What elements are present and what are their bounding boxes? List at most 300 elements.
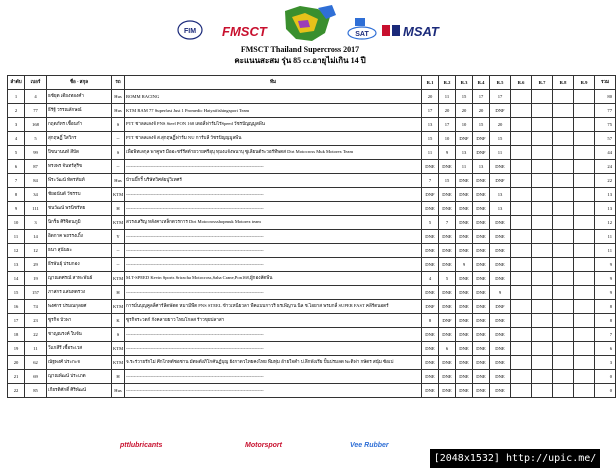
table-cell: 17 bbox=[439, 118, 456, 132]
msat-logo-text: MSAT bbox=[403, 24, 439, 39]
table-cell: 9 bbox=[490, 286, 511, 300]
column-header: R.7 bbox=[532, 76, 553, 90]
table-cell: 13 bbox=[422, 118, 439, 132]
table-cell: DNE bbox=[490, 328, 511, 342]
table-cell bbox=[532, 244, 553, 258]
column-header: รถ bbox=[112, 76, 125, 90]
table-cell: DNE bbox=[473, 230, 490, 244]
table-cell bbox=[532, 188, 553, 202]
table-cell bbox=[511, 160, 532, 174]
table-cell: DNE bbox=[422, 342, 439, 356]
table-cell: 12 bbox=[25, 244, 47, 258]
column-header: รวม bbox=[595, 76, 616, 90]
table-cell: 16 bbox=[8, 300, 25, 314]
table-cell bbox=[532, 356, 553, 370]
table-cell: 17 bbox=[490, 90, 511, 104]
table-cell bbox=[553, 258, 574, 272]
table-cell: 13 bbox=[8, 258, 25, 272]
table-cell: DNE bbox=[422, 286, 439, 300]
table-cell: PTT ชาลลเลงจ์ ส.สุกฤษฏิ์ฟาร์ม NU การ์บลี วัชรปัญญมูลพีน bbox=[125, 132, 422, 146]
table-cell: ------------------------------------------------------------------------------------------ bbox=[125, 160, 422, 174]
table-cell: 7 bbox=[439, 216, 456, 230]
table-cell: 11 bbox=[595, 230, 616, 244]
table-cell: DNF bbox=[473, 132, 490, 146]
table-cell: DNE bbox=[490, 160, 511, 174]
table-cell: 22 bbox=[8, 384, 25, 398]
table-row bbox=[8, 132, 616, 146]
image-host-watermark: [2048x1532] http://upic.me/ bbox=[430, 449, 600, 468]
table-cell: 7 bbox=[8, 174, 25, 188]
table-cell: DNF bbox=[473, 146, 490, 160]
table-header-row bbox=[8, 76, 616, 90]
table-cell: 21 bbox=[8, 370, 25, 384]
table-cell: 19 bbox=[8, 342, 25, 356]
table-cell: DNE bbox=[439, 160, 456, 174]
table-cell: DNE bbox=[490, 370, 511, 384]
table-cell: 168 bbox=[25, 118, 47, 132]
table-row bbox=[8, 384, 616, 398]
table-cell: ธีรัฐ์ วรรณลักษณ์ bbox=[47, 104, 112, 118]
sat-logo-text: SAT bbox=[355, 31, 369, 38]
table-cell bbox=[511, 244, 532, 258]
table-cell: 1 bbox=[8, 90, 25, 104]
table-cell: 12 bbox=[595, 216, 616, 230]
table-cell: 3 bbox=[25, 216, 47, 230]
table-cell: นิกร็ธ ศิริจิดนภูมิ bbox=[47, 216, 112, 230]
table-cell: DNE bbox=[490, 244, 511, 258]
table-cell: PTT ชาลลเลงจ์ PNS Steel PON 168 เดอลี่ฟาร์มไร่Speed วัชรปัญญมูลพีน bbox=[125, 118, 422, 132]
motorsport-logo: Motorsport bbox=[245, 442, 282, 449]
table-cell: K bbox=[112, 314, 125, 328]
table-cell: DNE bbox=[473, 314, 490, 328]
table-cell: DNF bbox=[490, 104, 511, 118]
table-cell: 20 bbox=[8, 356, 25, 370]
fim-logo bbox=[178, 21, 202, 39]
table-cell: 13 bbox=[456, 146, 473, 160]
table-cell: 7 bbox=[595, 328, 616, 342]
table-cell bbox=[553, 202, 574, 216]
table-cell: 20 bbox=[490, 118, 511, 132]
table-cell: 9 bbox=[595, 272, 616, 286]
table-cell: 87 bbox=[25, 160, 47, 174]
table-cell bbox=[574, 342, 595, 356]
fim-logo-text: FIM bbox=[183, 28, 197, 35]
table-cell bbox=[511, 132, 532, 146]
table-cell bbox=[574, 370, 595, 384]
table-cell bbox=[532, 230, 553, 244]
table-cell: ญาณพัฒน์ ประเภต bbox=[47, 370, 112, 384]
table-cell bbox=[574, 160, 595, 174]
table-cell bbox=[532, 370, 553, 384]
table-cell bbox=[511, 230, 532, 244]
table-cell: 62 bbox=[25, 356, 47, 370]
table-row bbox=[8, 90, 616, 104]
table-cell: ณัฐพงศ์ ประกะจ bbox=[47, 356, 112, 370]
table-cell: 8 bbox=[595, 300, 616, 314]
column-header: R.1 bbox=[422, 76, 439, 90]
table-cell: 111 bbox=[25, 202, 47, 216]
supercross-map-logo bbox=[285, 5, 336, 41]
table-cell: DNE bbox=[439, 286, 456, 300]
table-cell bbox=[574, 230, 595, 244]
table-cell: 13 bbox=[595, 188, 616, 202]
table-cell bbox=[574, 132, 595, 146]
table-cell: DNE bbox=[473, 272, 490, 286]
table-cell bbox=[553, 384, 574, 398]
table-cell: DNE bbox=[439, 188, 456, 202]
table-cell: DNE bbox=[456, 300, 473, 314]
table-cell: จ.ระร่วายรักไม่ ศีกโกทตัชอชาน มัตพดังภิโกคันฏ์บุญ ยังกาดวไทยคงไทย พืมทุ่ม อ้ายใจดำ ป.ลึกพังเรีย ปั้นปรมลด พะติฟา กษัตร สนุ้ม ซ้อเป bbox=[125, 356, 422, 370]
table-cell: DNE bbox=[456, 286, 473, 300]
table-cell: 15 bbox=[473, 118, 490, 132]
table-cell: 4 bbox=[8, 132, 25, 146]
table-cell bbox=[511, 370, 532, 384]
table-cell: DNE bbox=[456, 216, 473, 230]
table-cell bbox=[532, 216, 553, 230]
table-cell bbox=[511, 216, 532, 230]
table-cell: 9 bbox=[595, 286, 616, 300]
table-cell: DNF bbox=[490, 174, 511, 188]
table-cell: ภาสกร แสนทตรวง bbox=[47, 286, 112, 300]
table-cell: ปิขนานนท์ สีปัด bbox=[47, 146, 112, 160]
table-cell: 8 bbox=[595, 314, 616, 328]
table-row bbox=[8, 216, 616, 230]
table-cell: ญาณดศรณ์ สาทะพันธ์ bbox=[47, 272, 112, 286]
table-cell bbox=[574, 104, 595, 118]
table-cell: DNE bbox=[456, 174, 473, 188]
table-cell: 6 bbox=[439, 342, 456, 356]
table-cell: 20 bbox=[456, 104, 473, 118]
table-cell: ซูรกิจ บัวพา bbox=[47, 314, 112, 328]
table-cell: 157 bbox=[25, 286, 47, 300]
table-cell bbox=[574, 216, 595, 230]
table-cell: 75 bbox=[595, 118, 616, 132]
table-cell: เกียรติศักดิ์ ศิริพัฒน์ bbox=[47, 384, 112, 398]
table-cell: 6 bbox=[8, 160, 25, 174]
column-header: ลำดับ bbox=[8, 76, 25, 90]
table-cell: ธชัยุต เดียงทองคำ bbox=[47, 90, 112, 104]
table-cell: DNE bbox=[473, 188, 490, 202]
table-cell: DNE bbox=[490, 230, 511, 244]
table-cell: DNE bbox=[490, 258, 511, 272]
table-cell: 13 bbox=[490, 188, 511, 202]
table-cell: 13 bbox=[473, 160, 490, 174]
table-cell: DNE bbox=[439, 244, 456, 258]
table-cell: ทรงพร จันทร์สุริข bbox=[47, 160, 112, 174]
column-header: R.2 bbox=[439, 76, 456, 90]
table-cell: ------------------------------------------------------------------------------------------ bbox=[125, 384, 422, 398]
table-cell bbox=[532, 174, 553, 188]
table-cell: Y bbox=[112, 230, 125, 244]
table-cell: 3 bbox=[8, 118, 25, 132]
table-cell bbox=[574, 244, 595, 258]
table-cell bbox=[511, 328, 532, 342]
table-cell: 44 bbox=[595, 146, 616, 160]
table-cell bbox=[532, 160, 553, 174]
table-row bbox=[8, 202, 616, 216]
table-cell: -- bbox=[112, 132, 125, 146]
table-cell: 4 bbox=[25, 90, 47, 104]
table-cell: DNE bbox=[456, 202, 473, 216]
table-cell: DNE bbox=[473, 384, 490, 398]
table-cell: DNE bbox=[456, 328, 473, 342]
table-cell: เพื่อพิทเลกุล พาคูพร มืออะชร์รีสด้ายวายศรีอุบุ ทุมงแจ้งพนาบุ ซูเลียนต์ระวอร์ทีพดส Dirt Motocross Muk Motorex Team bbox=[125, 146, 422, 160]
table-cell bbox=[511, 118, 532, 132]
table-cell: ------------------------------------------------------------------------------------------ bbox=[125, 230, 422, 244]
table-cell bbox=[553, 286, 574, 300]
table-cell: สวรงเสริญ หลังคาเหล็กตวรการ Dirt Motocrossshopmuk Motorex team bbox=[125, 216, 422, 230]
table-cell: 11 bbox=[25, 342, 47, 356]
table-cell: 84 bbox=[25, 174, 47, 188]
table-cell: 74 bbox=[25, 300, 47, 314]
table-cell: DNF bbox=[422, 188, 439, 202]
table-cell: DNE bbox=[456, 188, 473, 202]
table-cell: 20 bbox=[422, 90, 439, 104]
table-cell: 19 bbox=[25, 272, 47, 286]
table-cell: -- bbox=[112, 160, 125, 174]
table-cell: 11 bbox=[595, 244, 616, 258]
table-cell: DNE bbox=[473, 370, 490, 384]
table-cell: 2 bbox=[8, 104, 25, 118]
table-cell bbox=[574, 286, 595, 300]
table-cell: DNE bbox=[473, 258, 490, 272]
table-cell: H bbox=[112, 202, 125, 216]
column-header: R.9 bbox=[574, 76, 595, 90]
table-cell: DNE bbox=[439, 202, 456, 216]
table-row bbox=[8, 286, 616, 300]
table-row bbox=[8, 104, 616, 118]
standings-table bbox=[7, 75, 616, 398]
table-cell: 80 bbox=[595, 90, 616, 104]
table-cell: -- bbox=[112, 258, 125, 272]
table-row bbox=[8, 272, 616, 286]
table-cell bbox=[553, 216, 574, 230]
table-cell bbox=[574, 118, 595, 132]
table-cell bbox=[511, 342, 532, 356]
table-cell: ------------------------------------------------------------------------------------------ bbox=[125, 244, 422, 258]
table-cell: ชนวัฒน์ พรนิชรัทย bbox=[47, 202, 112, 216]
table-cell: DNE bbox=[422, 258, 439, 272]
table-cell: 0 bbox=[595, 384, 616, 398]
table-cell: DNE bbox=[473, 342, 490, 356]
table-cell: 99 bbox=[25, 146, 47, 160]
table-cell: 9 bbox=[8, 202, 25, 216]
table-cell: DNF bbox=[439, 314, 456, 328]
table-cell bbox=[511, 188, 532, 202]
table-cell: DNE bbox=[473, 244, 490, 258]
table-cell: กฤตภัทร เชื้อนกำ bbox=[47, 118, 112, 132]
table-cell bbox=[511, 356, 532, 370]
table-cell bbox=[511, 174, 532, 188]
table-cell: KTM bbox=[112, 216, 125, 230]
table-cell: DNE bbox=[439, 384, 456, 398]
column-header: ทีม bbox=[125, 76, 422, 90]
table-cell: 20 bbox=[473, 104, 490, 118]
table-cell bbox=[553, 370, 574, 384]
table-cell: DNF bbox=[422, 300, 439, 314]
table-body bbox=[8, 90, 616, 398]
table-cell: Hus bbox=[112, 384, 125, 398]
table-cell: S bbox=[112, 146, 125, 160]
table-cell: 11 bbox=[456, 160, 473, 174]
vee-rubber-logo: Vee Rubber bbox=[350, 442, 389, 449]
table-cell: ------------------------------------------------------------------------------------------ bbox=[125, 188, 422, 202]
table-cell: 9 bbox=[439, 146, 456, 160]
table-cell: S bbox=[112, 328, 125, 342]
table-cell: 11 bbox=[8, 230, 25, 244]
table-cell: 85 bbox=[25, 384, 47, 398]
table-cell: DNE bbox=[439, 328, 456, 342]
sat-logo bbox=[348, 18, 376, 39]
table-cell: 11 bbox=[439, 90, 456, 104]
table-cell: 14 bbox=[25, 230, 47, 244]
table-cell: 0 bbox=[595, 370, 616, 384]
table-cell bbox=[532, 202, 553, 216]
table-cell: DNE bbox=[422, 160, 439, 174]
table-cell bbox=[553, 188, 574, 202]
table-cell: 11 bbox=[422, 146, 439, 160]
table-cell: 10 bbox=[439, 132, 456, 146]
table-cell: 3 bbox=[595, 356, 616, 370]
table-cell: 77 bbox=[595, 104, 616, 118]
table-cell: ชัยอนันต์ วัชรรบ bbox=[47, 188, 112, 202]
table-cell bbox=[532, 286, 553, 300]
table-cell: 10 bbox=[8, 216, 25, 230]
table-row bbox=[8, 118, 616, 132]
table-cell: ธีรพันธุ์ ปรมกอง bbox=[47, 258, 112, 272]
table-cell: 5 bbox=[8, 146, 25, 160]
table-cell bbox=[553, 342, 574, 356]
table-cell: DNE bbox=[473, 356, 490, 370]
table-cell bbox=[532, 146, 553, 160]
table-cell: DNE bbox=[422, 384, 439, 398]
table-cell: H bbox=[112, 370, 125, 384]
table-cell bbox=[511, 90, 532, 104]
table-row bbox=[8, 244, 616, 258]
table-cell bbox=[574, 202, 595, 216]
table-cell: 4 bbox=[422, 272, 439, 286]
table-cell: 8 bbox=[422, 314, 439, 328]
table-cell: ------------------------------------------------------------------------------------------ bbox=[125, 328, 422, 342]
table-cell bbox=[532, 314, 553, 328]
table-cell: DNF bbox=[456, 132, 473, 146]
table-cell bbox=[553, 356, 574, 370]
table-cell: DNE bbox=[456, 384, 473, 398]
table-cell bbox=[532, 104, 553, 118]
table-cell bbox=[574, 258, 595, 272]
table-cell bbox=[511, 258, 532, 272]
table-cell: ------------------------------------------------------------------------------------------ bbox=[125, 342, 422, 356]
table-cell: DNE bbox=[456, 342, 473, 356]
table-cell bbox=[553, 174, 574, 188]
table-cell: 15 bbox=[422, 132, 439, 146]
fmsct-logo: FMSCT bbox=[222, 24, 267, 39]
table-cell bbox=[553, 328, 574, 342]
table-cell: Hus bbox=[112, 90, 125, 104]
table-cell: 77 bbox=[25, 104, 47, 118]
table-cell: 17 bbox=[8, 314, 25, 328]
table-cell: DNE bbox=[456, 370, 473, 384]
table-cell bbox=[553, 146, 574, 160]
table-cell: 15 bbox=[439, 174, 456, 188]
table-cell bbox=[574, 314, 595, 328]
table-cell bbox=[511, 104, 532, 118]
table-cell: 14 bbox=[8, 272, 25, 286]
table-cell bbox=[553, 132, 574, 146]
header-logos bbox=[0, 3, 600, 43]
table-cell bbox=[574, 328, 595, 342]
table-cell bbox=[511, 202, 532, 216]
table-cell bbox=[511, 146, 532, 160]
table-cell: 5 bbox=[439, 272, 456, 286]
table-cell: DNE bbox=[439, 230, 456, 244]
table-cell bbox=[532, 118, 553, 132]
page-subtitle: คะแนนสะสม รุ่น 85 cc.อายุไม่เกิน 14 ปี bbox=[234, 56, 366, 65]
table-cell: ชาญณรงค์ ใบจัน bbox=[47, 328, 112, 342]
table-cell: DNE bbox=[439, 370, 456, 384]
table-row bbox=[8, 188, 616, 202]
table-cell: Hus bbox=[112, 104, 125, 118]
table-cell: KTM bbox=[112, 300, 125, 314]
table-row bbox=[8, 314, 616, 328]
table-row bbox=[8, 174, 616, 188]
title-block bbox=[0, 44, 600, 66]
table-cell bbox=[553, 160, 574, 174]
table-cell: DNE bbox=[473, 300, 490, 314]
table-cell: 6 bbox=[595, 342, 616, 356]
sponsor-strip bbox=[60, 437, 440, 451]
table-cell: DNE bbox=[490, 216, 511, 230]
table-cell bbox=[574, 300, 595, 314]
table-cell: DNE bbox=[422, 244, 439, 258]
table-cell: DNE bbox=[473, 174, 490, 188]
table-cell bbox=[553, 90, 574, 104]
table-cell: ------------------------------------------------------------------------------------------ bbox=[125, 202, 422, 216]
table-cell bbox=[574, 188, 595, 202]
table-cell: DNE bbox=[439, 300, 456, 314]
table-cell: ------------------------------------------------------------------------------------------ bbox=[125, 286, 422, 300]
table-cell bbox=[511, 384, 532, 398]
table-cell: ------------------------------------------------------------------------------------------ bbox=[125, 258, 422, 272]
table-cell: S bbox=[112, 118, 125, 132]
table-row bbox=[8, 328, 616, 342]
table-cell: M.T-SPEED Kevin Sports Sriracha Motocross,Saha Crane,Pon168,ผู้กองสัตพีน bbox=[125, 272, 422, 286]
table-cell: KTM bbox=[112, 188, 125, 202]
column-header: เบอร์ bbox=[25, 76, 47, 90]
table-cell bbox=[532, 132, 553, 146]
table-cell: 17 bbox=[422, 104, 439, 118]
table-cell bbox=[553, 230, 574, 244]
table-cell: ------------------------------------------------------------------------------------------ bbox=[125, 370, 422, 384]
table-cell: DNE bbox=[422, 356, 439, 370]
table-row bbox=[8, 342, 616, 356]
table-cell: สุกฤษฏิ์ ใสวิกร bbox=[47, 132, 112, 146]
table-cell bbox=[532, 328, 553, 342]
table-cell: -- bbox=[112, 244, 125, 258]
table-cell: DNE bbox=[490, 272, 511, 286]
table-cell: 23 bbox=[25, 314, 47, 328]
table-cell: 11 bbox=[490, 146, 511, 160]
table-cell bbox=[553, 244, 574, 258]
table-cell: ธนา สุนันธะ bbox=[47, 244, 112, 258]
table-cell: H bbox=[112, 286, 125, 300]
table-cell: 22 bbox=[595, 174, 616, 188]
table-cell: DNE bbox=[473, 216, 490, 230]
table-cell: DNE bbox=[456, 272, 473, 286]
table-cell: KTM RAM 77 Superfast Just 1 Promedic Hatyaifishingsport Team bbox=[125, 104, 422, 118]
column-header: R.3 bbox=[456, 76, 473, 90]
table-cell: ROMM RACING bbox=[125, 90, 422, 104]
